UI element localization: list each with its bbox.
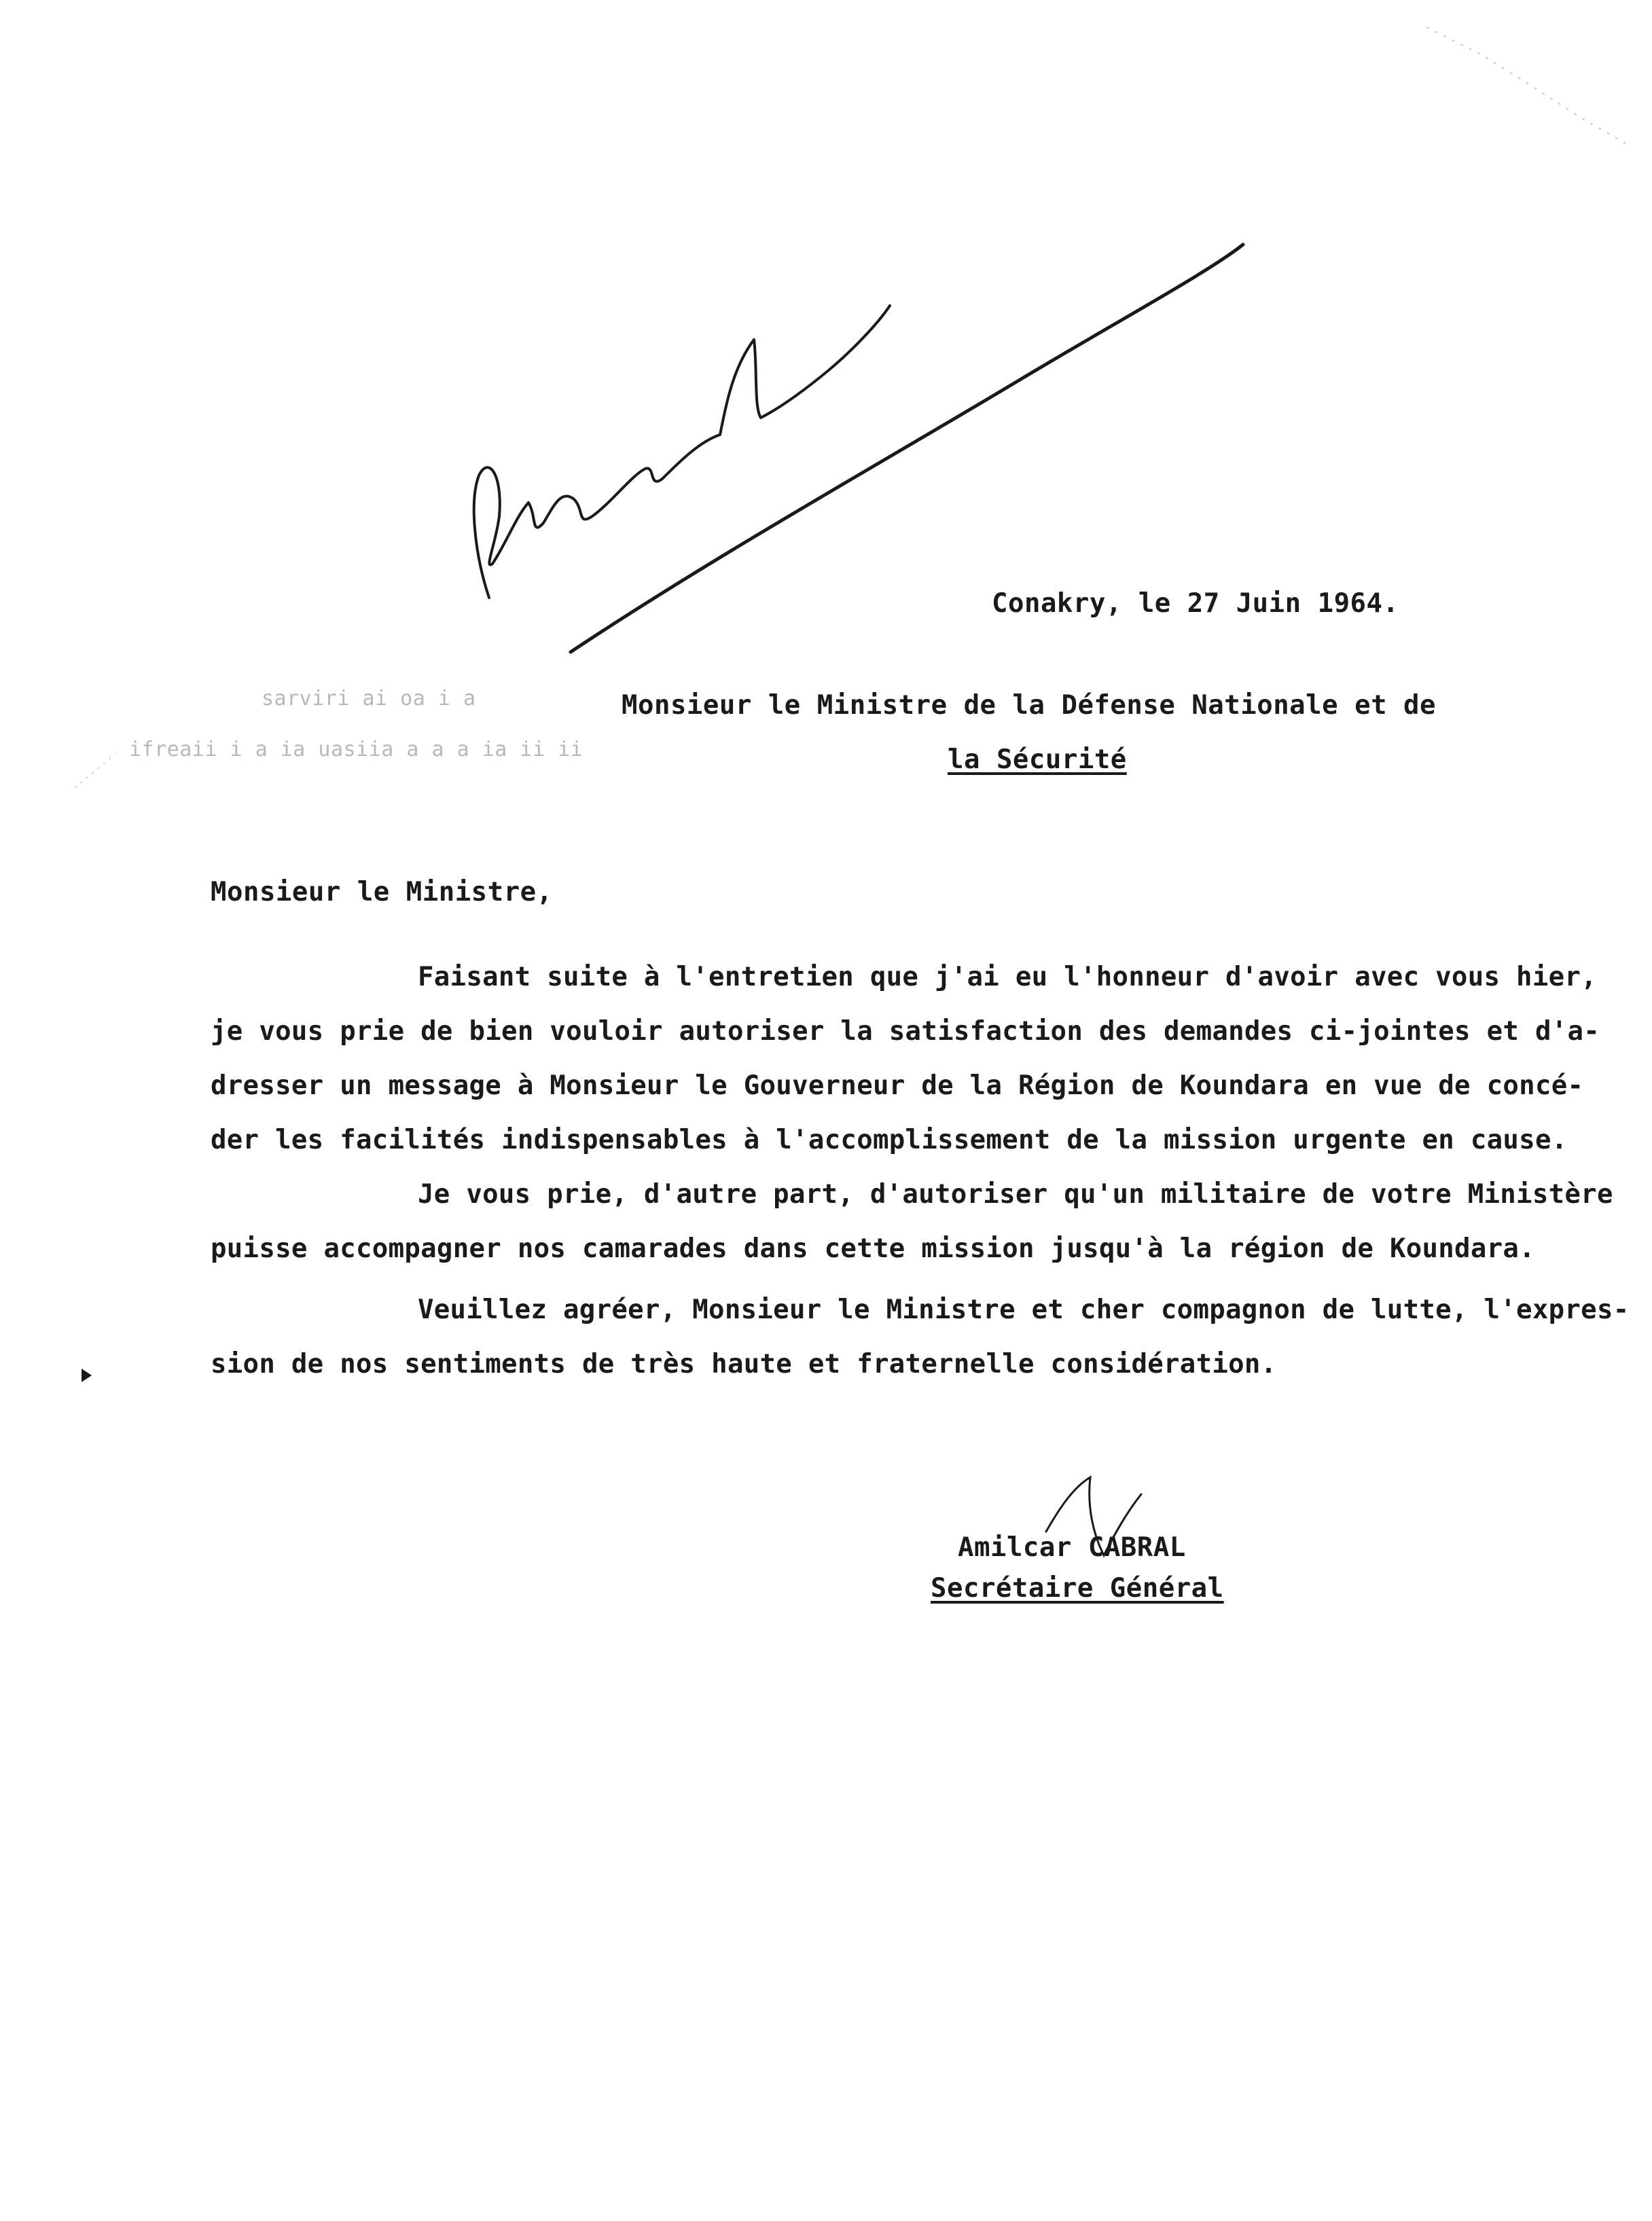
recipient-line-1: Monsieur le Ministre de la Défense Nationale et de <box>622 690 1436 721</box>
paragraph-1-line-4: der les facilités indispensables à l'accomplissement de la mission urgente en cause. <box>211 1125 1568 1155</box>
paragraph-2-line-1: Je vous prie, d'autre part, d'autoriser qu'un militaire de votre Ministère <box>418 1179 1613 1210</box>
paragraph-1-line-3: dresser un message à Monsieur le Gouverneur de la Région de Koundara en vue de concé- <box>211 1070 1584 1101</box>
faded-header-line-1: sarviri ai oa i a <box>262 687 476 710</box>
paragraph-3-line-2: sion de nos sentiments de très haute et fraternelle considération. <box>211 1349 1277 1379</box>
letter-date: Conakry, le 27 Juin 1964. <box>992 588 1399 619</box>
paragraph-2-line-2: puisse accompagner nos camarades dans cette mission jusqu'à la région de Koundara. <box>211 1233 1535 1264</box>
signatory-title: Secrétaire Général <box>931 1573 1224 1604</box>
signatory-name: Amilcar CABRAL <box>958 1532 1186 1563</box>
paragraph-3-line-1: Veuillez agréer, Monsieur le Ministre et cher compagnon de lutte, l'expres- <box>418 1295 1630 1325</box>
paragraph-1-line-2: je vous prie de bien vouloir autoriser la satisfaction des demandes ci-jointes et d'a- <box>211 1016 1600 1047</box>
faded-header-line-2: ifreaii i a ia uasiia a a a ia ii ii <box>129 738 583 761</box>
salutation: Monsieur le Ministre, <box>211 877 553 907</box>
paragraph-1-line-1: Faisant suite à l'entretien que j'ai eu l'honneur d'avoir avec vous hier, <box>418 962 1597 992</box>
recipient-line-2: la Sécurité <box>948 744 1127 775</box>
